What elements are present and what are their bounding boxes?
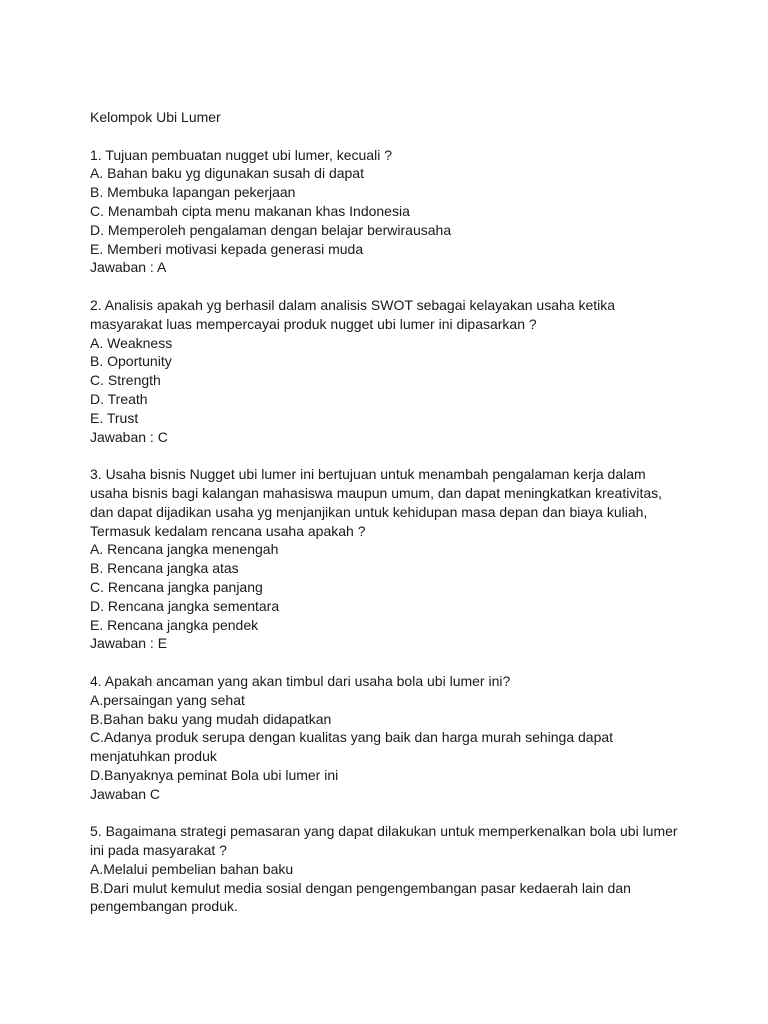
- option-d: D.Banyaknya peminat Bola ubi lumer ini: [90, 766, 339, 783]
- question-3: [90, 465, 728, 653]
- option-b: B.Bahan baku yang mudah didapatkan: [90, 710, 332, 727]
- question-text: Termasuk kedalam rencana usaha apakah ?: [90, 522, 366, 539]
- title-text: Kelompok Ubi Lumer: [90, 109, 221, 125]
- answer-text: Jawaban : A: [90, 259, 167, 276]
- option-c: C. Strength: [90, 372, 161, 389]
- question-text: 5. Bagaimana strategi pemasaran yang dapat dilakukan untuk memperkenalkan bola ubi lumer: [90, 823, 678, 840]
- question-text: 4. Apakah ancaman yang akan timbul dari usaha bola ubi lumer ini?: [90, 672, 511, 689]
- question-text: dan dapat dijadikan usaha yg menjanjikan untuk kehidupan masa depan dan biaya kuliah,: [90, 503, 648, 520]
- answer-text: Jawaban : C: [90, 428, 168, 445]
- question-2: [90, 296, 728, 446]
- option-e: E. Memberi motivasi kepada generasi muda: [90, 240, 364, 257]
- answer-text: Jawaban : E: [90, 635, 168, 652]
- option-d: D. Rencana jangka sementara: [90, 597, 280, 614]
- option-c: C. Menambah cipta menu makanan khas Indonesia: [90, 202, 410, 219]
- option-a: A.Melalui pembelian bahan baku: [90, 860, 294, 877]
- question-4: [90, 672, 728, 804]
- option-b: B. Membuka lapangan pekerjaan: [90, 184, 296, 201]
- option-c-continued: menjatuhkan produk: [90, 748, 217, 765]
- option-b: B. Rencana jangka atas: [90, 560, 239, 577]
- option-c: C.Adanya produk serupa dengan kualitas yang baik dan harga murah sehinga dapat: [90, 729, 614, 746]
- option-a: A. Weakness: [90, 334, 173, 351]
- question-text: 1. Tujuan pembuatan nugget ubi lumer, kecuali ?: [90, 146, 392, 163]
- question-text: masyarakat luas mempercayai produk nugget ubi lumer ini dipasarkan ?: [90, 315, 537, 332]
- option-b: B.Dari mulut kemulut media sosial dengan pengengembangan pasar kedaerah lain dan: [90, 879, 631, 896]
- option-a: A. Rencana jangka menengah: [90, 541, 279, 558]
- question-text: 3. Usaha bisnis Nugget ubi lumer ini bertujuan untuk menambah pengalaman kerja dalam: [90, 466, 646, 483]
- option-e: E. Trust: [90, 409, 139, 426]
- question-1: [90, 146, 728, 278]
- question-text: ini pada masyarakat ?: [90, 842, 227, 859]
- option-e: E. Rencana jangka pendek: [90, 616, 259, 633]
- document-title: [90, 108, 728, 127]
- question-text: 2. Analisis apakah yg berhasil dalam analisis SWOT sebagai kelayakan usaha ketika: [90, 296, 616, 313]
- option-b-continued: pengembangan produk.: [90, 898, 238, 915]
- option-b: B. Oportunity: [90, 353, 172, 370]
- option-c: C. Rencana jangka panjang: [90, 578, 263, 595]
- option-a: A. Bahan baku yg digunakan susah di dapat: [90, 165, 364, 182]
- option-a: A.persaingan yang sehat: [90, 691, 245, 708]
- answer-text: Jawaban C: [90, 785, 161, 802]
- question-5: [90, 822, 728, 916]
- option-d: D. Treath: [90, 390, 148, 407]
- option-d: D. Memperoleh pengalaman dengan belajar berwirausaha: [90, 221, 452, 238]
- question-text: usaha bisnis bagi kalangan mahasiswa maupun umum, dan dapat meningkatkan kreativitas,: [90, 484, 663, 501]
